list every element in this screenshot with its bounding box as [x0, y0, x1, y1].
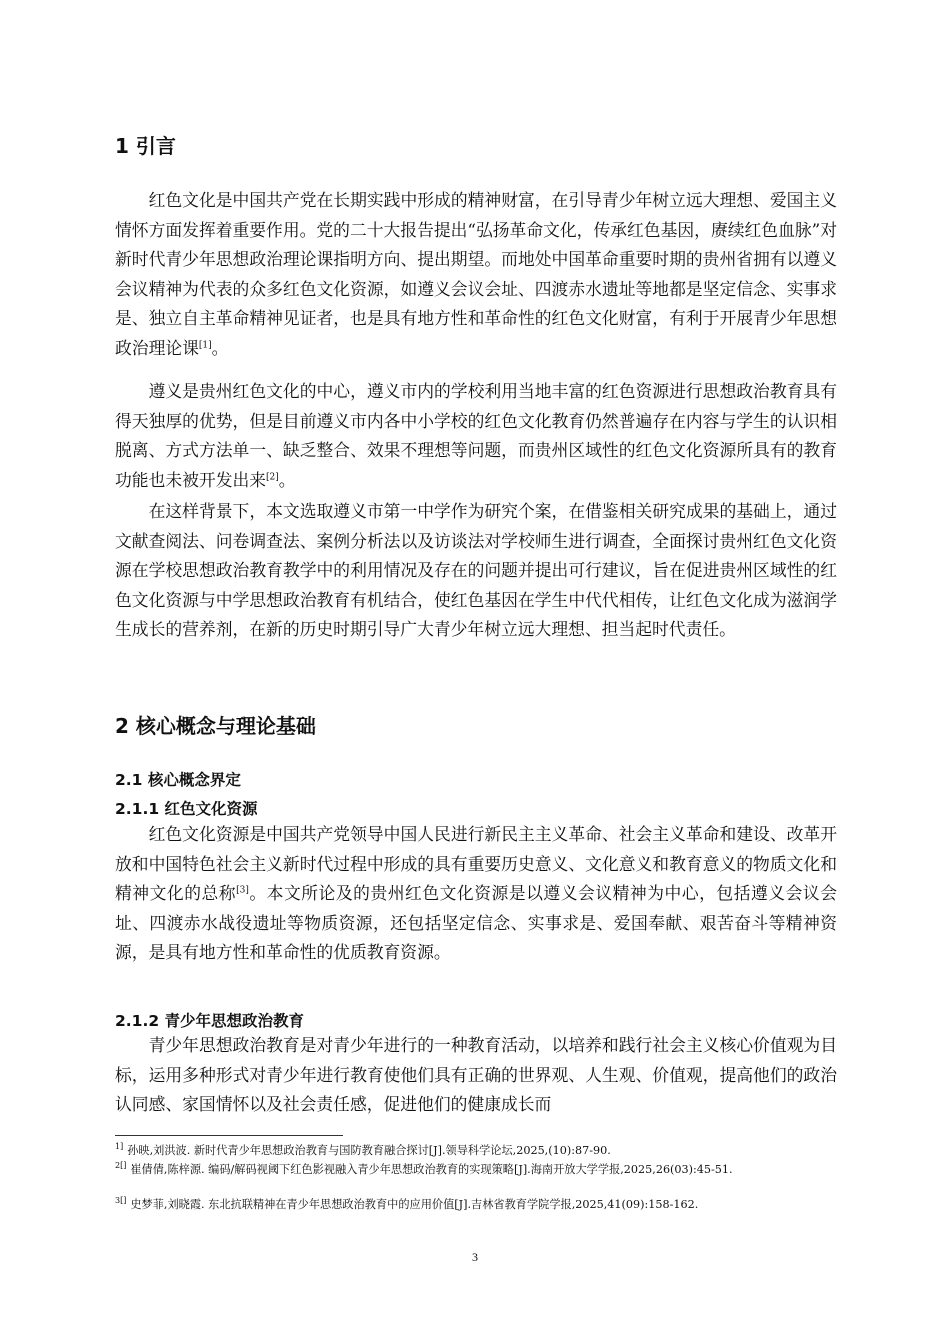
footnote-3: [115, 1197, 837, 1213]
footnote-text-2: 崔倩倩,陈梓源. 编码/解码视阈下红色影视融入青少年思想政治教育的实现策略[J].海南开放大学学报,2025,26(03):45-51.: [130, 1163, 733, 1176]
subsection-heading-concepts: 2.1 核心概念界定: [115, 771, 241, 789]
footnote-mark-3: 3[]: [115, 1196, 127, 1206]
intro-paragraph-3: 在这样背景下，本文选取遵义市第一中学作为研究个案，在借鉴相关研究成果的基础上，通过文献查阅法、问卷调查法、案例分析法以及访谈法对学校师生进行调查，全面探讨贵州红色文化资源在学校思想政治教育教学中的利用情况及存在的问题并提出可行建议，旨在促进贵州区域性的红色文化资源与中学思想政治教育有机结合，使红色基因在学生中代代相传，让红色文化成为滋润学生成长的营养剂，在新的历史时期引导广大青少年树立远大理想、担当起时代责任。: [115, 501, 837, 639]
section-heading-introduction: 1 引言: [115, 134, 176, 158]
intro-paragraph-2-end: 。: [278, 469, 296, 490]
intro-paragraph-1-end: 。: [211, 337, 229, 358]
citation-ref-3: [3]: [236, 885, 249, 896]
section-heading-theory: 2 核心概念与理论基础: [115, 714, 316, 738]
intro-paragraph-1-text: 红色文化是中国共产党在长期实践中形成的精神财富，在引导青少年树立远大理想、爱国主义情怀方面发挥着重要作用。党的二十大报告提出“弘扬革命文化，传承红色基因，赓续红色血脉”对新时代青少年思想政治理论课指明方向、提出期望。而地处中国革命重要时期的贵州省拥有以遵义会议精神为代表的众多红色文化资源，如遵义会议会址、四渡赤水遗址等地都是坚定信念、实事求是、独立自主革命精神见证者，也是具有地方性和革命性的红色文化财富，有利于开展青少年思想政治理论课: [115, 190, 837, 358]
intro-paragraph-1: [115, 186, 837, 363]
red-resources-text-b: 。本文所论及的贵州红色文化资源是以遵义会议精神为中心，包括遵义会议会址、四渡赤水战役遗址等物质资源，还包括坚定信念、实事求是、爱国奉献、艰苦奋斗等精神资源，是具有地方性和革命性的优质教育资源。: [115, 883, 837, 962]
youth-education-paragraph: 青少年思想政治教育是对青少年进行的一种教育活动，以培养和践行社会主义核心价值观为目标，运用多种形式对青少年进行教育使他们具有正确的世界观、人生观、价值观，提高他们的政治认同感、家国情怀以及社会责任感，促进他们的健康成长而: [115, 1035, 837, 1114]
footnote-1: [115, 1143, 837, 1159]
footnote-text-3: 史梦菲,刘晓霞. 东北抗联精神在青少年思想政治教育中的应用价值[J].吉林省教育学院学报,2025,41(09):158-162.: [130, 1198, 699, 1211]
citation-ref-2: [2]: [266, 471, 279, 482]
subsubsection-heading-red-resources: 2.1.1 红色文化资源: [115, 800, 258, 818]
red-resources-paragraph: [115, 820, 837, 968]
subsubsection-heading-youth-education: 2.1.2 青少年思想政治教育: [115, 1012, 305, 1030]
citation-ref-1: [1]: [198, 339, 212, 350]
footnote-mark-2: 2[]: [115, 1161, 127, 1171]
intro-paragraph-2: [115, 377, 837, 495]
page-number: 3: [472, 1250, 478, 1264]
red-resources-text-a: 红色文化资源是中国共产党领导中国人民进行新民主主义革命、社会主义革命和建设、改革开放和中国特色社会主义新时代过程中形成的具有重要历史意义、文化意义和教育意义的物质文化和精神文化的总称: [115, 824, 837, 903]
footnote-2: [115, 1162, 837, 1178]
footnote-mark-1: 1]: [115, 1142, 124, 1152]
footnote-separator: [115, 1135, 343, 1136]
intro-paragraph-2-text: 遵义是贵州红色文化的中心，遵义市内的学校利用当地丰富的红色资源进行思想政治教育具有得天独厚的优势，但是目前遵义市内各中小学校的红色文化教育仍然普遍存在内容与学生的认识相脱离、方式方法单一、缺乏整合、效果不理想等问题，而贵州区域性的红色文化资源所具有的教育功能也未被开发出来: [115, 381, 837, 490]
footnote-text-1: 孙映,刘洪波. 新时代青少年思想政治教育与国防教育融合探讨[J].领导科学论坛,2025,(10):87-90.: [127, 1144, 611, 1157]
